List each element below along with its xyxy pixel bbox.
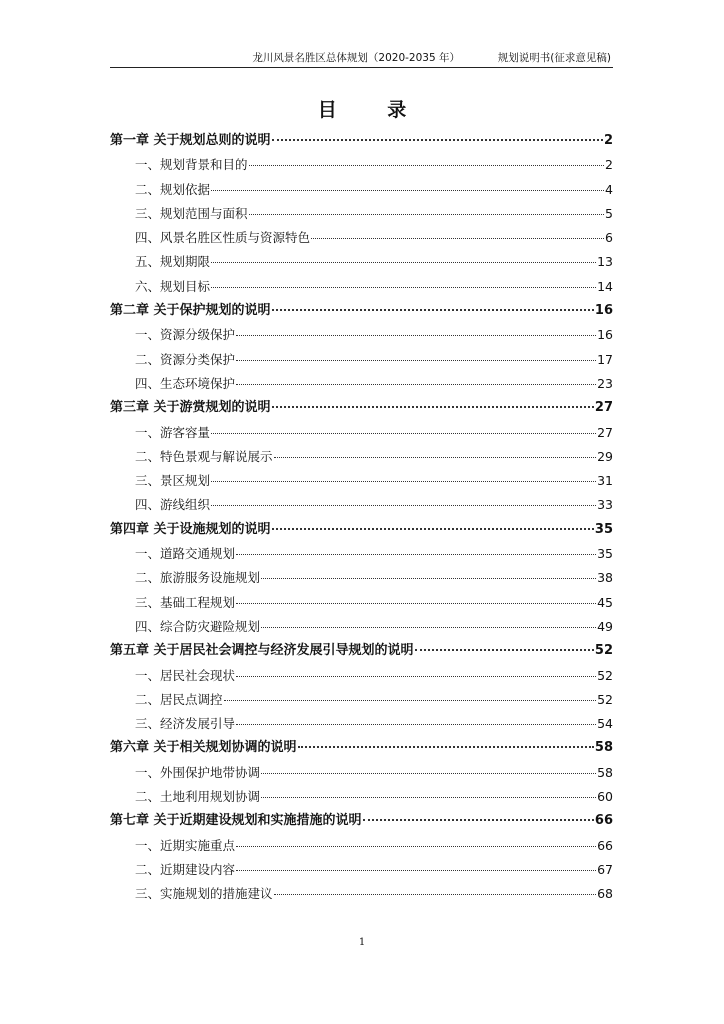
dot-leader: [261, 773, 596, 774]
dot-leader: [272, 139, 603, 141]
toc-section-entry[interactable]: [110, 469, 613, 493]
toc-chapter-entry[interactable]: [110, 518, 613, 542]
toc-section-entry[interactable]: [110, 323, 613, 347]
toc-entry-label: 一、道路交通规划: [135, 546, 236, 562]
toc-title: 目 录: [317, 99, 429, 121]
toc-entry-label: 一、规划背景和目的: [135, 157, 248, 173]
toc-entry-page-number: 33: [597, 497, 613, 513]
toc-chapter-entry[interactable]: [110, 396, 613, 420]
toc-entry-label: 四、综合防灾避险规划: [135, 618, 261, 634]
toc-section-entry[interactable]: [110, 615, 613, 639]
toc-section-entry[interactable]: [110, 226, 613, 250]
toc-chapter-entry[interactable]: [110, 639, 613, 663]
toc-entry-label: 一、近期实施重点: [135, 837, 236, 853]
header-plan-title: 龙川风景名胜区总体规划（2020-2035 年）: [252, 52, 460, 64]
toc-entry-label: 三、景区规划: [135, 473, 211, 489]
toc-section-entry[interactable]: [110, 250, 613, 274]
toc-entry-page-number: 52: [597, 691, 613, 707]
toc-chapter-entry[interactable]: [110, 299, 613, 323]
toc-entry-label: 五、规划期限: [135, 254, 211, 270]
toc-entry-label: 二、旅游服务设施规划: [135, 570, 261, 586]
toc-section-entry[interactable]: [110, 493, 613, 517]
toc-entry-page-number: 13: [597, 254, 613, 270]
toc-entry-page-number: 31: [597, 473, 613, 489]
toc-entry-label: 一、游客容量: [135, 424, 211, 440]
toc-entry-label: 第二章 关于保护规划的说明: [110, 303, 271, 319]
dot-leader: [211, 481, 596, 482]
dot-leader: [261, 578, 596, 579]
dot-leader: [236, 603, 596, 604]
toc-entry-page-number: 4: [605, 181, 613, 197]
toc-entry-label: 三、经济发展引导: [135, 716, 236, 732]
toc-entry-page-number: 35: [594, 521, 613, 537]
toc-section-entry[interactable]: [110, 178, 613, 202]
toc-entry-page-number: 6: [605, 230, 613, 246]
toc-entry-page-number: 17: [597, 351, 613, 367]
toc-entry-page-number: 66: [597, 837, 613, 853]
dot-leader: [224, 700, 597, 701]
toc-entry-page-number: 5: [605, 205, 613, 221]
toc-entry-label: 四、生态环境保护: [135, 375, 236, 391]
toc-section-entry[interactable]: [110, 372, 613, 396]
toc-section-entry[interactable]: [110, 275, 613, 299]
toc-section-entry[interactable]: [110, 153, 613, 177]
toc-entry-page-number: 2: [605, 157, 613, 173]
toc-section-entry[interactable]: [110, 712, 613, 736]
toc-entry-label: 一、居民社会现状: [135, 667, 236, 683]
toc-entry-page-number: 35: [597, 546, 613, 562]
toc-section-entry[interactable]: [110, 664, 613, 688]
toc-entry-page-number: 27: [597, 424, 613, 440]
dot-leader: [272, 309, 594, 311]
dot-leader: [249, 214, 605, 215]
toc-entry-page-number: 14: [597, 278, 613, 294]
toc-section-entry[interactable]: [110, 566, 613, 590]
toc-entry-page-number: 67: [597, 861, 613, 877]
toc-section-entry[interactable]: [110, 858, 613, 882]
toc-section-entry[interactable]: [110, 688, 613, 712]
dot-leader: [311, 238, 604, 239]
dot-leader: [236, 846, 596, 847]
toc-entry-page-number: 58: [594, 740, 613, 756]
dot-leader: [272, 406, 594, 408]
toc-entry-page-number: 60: [597, 789, 613, 805]
dot-leader: [249, 165, 605, 166]
toc-entry-label: 三、规划范围与面积: [135, 205, 248, 221]
toc-entry-label: 二、土地利用规划协调: [135, 789, 261, 805]
dot-leader: [261, 797, 596, 798]
dot-leader: [274, 457, 597, 458]
dot-leader: [363, 819, 594, 821]
dot-leader: [211, 190, 604, 191]
toc-section-entry[interactable]: [110, 542, 613, 566]
toc-entry-label: 第五章 关于居民社会调控与经济发展引导规划的说明: [110, 643, 414, 659]
toc-chapter-entry[interactable]: [110, 129, 613, 153]
toc-entry-label: 三、基础工程规划: [135, 594, 236, 610]
dot-leader: [274, 894, 597, 895]
page-number: 1: [358, 937, 366, 948]
toc-entry-page-number: 29: [597, 448, 613, 464]
dot-leader: [236, 335, 596, 336]
dot-leader: [236, 676, 596, 677]
running-header: [110, 50, 613, 66]
header-divider: [110, 67, 613, 68]
dot-leader: [261, 627, 596, 628]
toc-entry-label: 第三章 关于游赏规划的说明: [110, 400, 271, 416]
toc-entry-page-number: 49: [597, 618, 613, 634]
toc-entry-label: 二、规划依据: [135, 181, 211, 197]
toc-entry-label: 第一章 关于规划总则的说明: [110, 133, 271, 148]
toc-entry-label: 第七章 关于近期建设规划和实施措施的说明: [110, 813, 362, 829]
toc-section-entry[interactable]: [110, 348, 613, 372]
toc-section-entry[interactable]: [110, 421, 613, 445]
toc-entry-page-number: 54: [597, 716, 613, 732]
dot-leader: [236, 554, 596, 555]
toc-section-entry[interactable]: [110, 445, 613, 469]
toc-chapter-entry[interactable]: [110, 736, 613, 760]
dot-leader: [236, 360, 596, 361]
dot-leader: [415, 649, 594, 651]
toc-entry-page-number: 66: [594, 813, 613, 829]
toc-entry-page-number: 27: [594, 400, 613, 416]
dot-leader: [298, 746, 594, 748]
toc-entry-page-number: 23: [597, 375, 613, 391]
toc-entry-label: 二、特色景观与解说展示: [135, 448, 273, 464]
dot-leader: [211, 262, 596, 263]
table-of-contents: [110, 129, 613, 907]
toc-entry-page-number: 68: [597, 886, 613, 902]
toc-section-entry[interactable]: [110, 834, 613, 858]
toc-section-entry[interactable]: [110, 785, 613, 809]
dot-leader: [211, 433, 596, 434]
toc-entry-label: 三、实施规划的措施建议: [135, 886, 273, 902]
toc-entry-label: 一、资源分级保护: [135, 327, 236, 343]
toc-entry-label: 二、居民点调控: [135, 691, 223, 707]
header-document-type: 规划说明书(征求意见稿): [497, 52, 611, 64]
dot-leader: [272, 528, 594, 530]
toc-entry-label: 四、风景名胜区性质与资源特色: [135, 230, 311, 246]
toc-entry-label: 二、近期建设内容: [135, 861, 236, 877]
toc-entry-page-number: 16: [594, 303, 613, 319]
toc-entry-label: 一、外围保护地带协调: [135, 764, 261, 780]
toc-entry-label: 四、游线组织: [135, 497, 211, 513]
dot-leader: [236, 384, 596, 385]
toc-entry-page-number: 58: [597, 764, 613, 780]
toc-section-entry[interactable]: [110, 202, 613, 226]
toc-entry-label: 二、资源分类保护: [135, 351, 236, 367]
toc-chapter-entry[interactable]: [110, 809, 613, 833]
toc-section-entry[interactable]: [110, 882, 613, 906]
toc-entry-page-number: 52: [597, 667, 613, 683]
toc-entry-page-number: 45: [597, 594, 613, 610]
dot-leader: [236, 724, 596, 725]
toc-section-entry[interactable]: [110, 761, 613, 785]
toc-entry-page-number: 2: [603, 133, 613, 148]
toc-entry-page-number: 38: [597, 570, 613, 586]
toc-entry-label: 六、规划目标: [135, 278, 211, 294]
toc-entry-label: 第六章 关于相关规划协调的说明: [110, 740, 297, 756]
toc-entry-page-number: 52: [594, 643, 613, 659]
toc-entry-page-number: 16: [597, 327, 613, 343]
toc-section-entry[interactable]: [110, 591, 613, 615]
dot-leader: [211, 287, 596, 288]
dot-leader: [211, 505, 596, 506]
dot-leader: [236, 870, 596, 871]
toc-entry-label: 第四章 关于设施规划的说明: [110, 521, 271, 537]
